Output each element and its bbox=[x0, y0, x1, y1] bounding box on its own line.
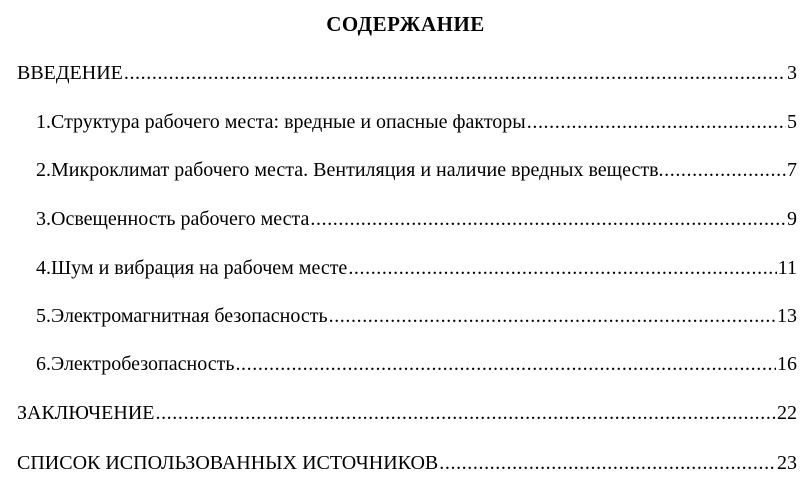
toc-entry-text: ЗАКЛЮЧЕНИЕ bbox=[17, 402, 155, 424]
toc-dot-leader bbox=[659, 157, 787, 183]
toc-page-number: 16 bbox=[777, 353, 797, 375]
toc-entry-conclusion[interactable] bbox=[17, 400, 797, 426]
toc-page-number: 9 bbox=[787, 208, 797, 230]
toc-page-number: 13 bbox=[777, 305, 797, 327]
toc-entry-text: ВВЕДЕНИЕ bbox=[17, 62, 123, 84]
toc-dot-leader bbox=[329, 303, 776, 329]
toc-entry-section-1[interactable] bbox=[36, 109, 797, 135]
toc-entry-text: СПИСОК ИСПОЛЬЗОВАННЫХ ИСТОЧНИКОВ bbox=[17, 452, 439, 474]
toc-dot-leader bbox=[527, 109, 786, 135]
toc-entry-section-6[interactable] bbox=[36, 351, 797, 377]
toc-page-number: 7 bbox=[787, 159, 797, 181]
toc-dot-leader bbox=[439, 450, 776, 476]
toc-entry-text: Микроклимат рабочего места. Вентиляция и наличие вредных веществ bbox=[51, 159, 659, 181]
toc-entry-section-3[interactable] bbox=[36, 206, 797, 232]
toc-entry-text: Электромагнитная безопасность bbox=[51, 305, 328, 327]
toc-entry-introduction[interactable] bbox=[17, 60, 797, 86]
toc-entry-section-5[interactable] bbox=[36, 303, 797, 329]
toc-entry-text: Структура рабочего места: вредные и опасные факторы bbox=[51, 111, 526, 133]
toc-entry-text: Освещенность рабочего места bbox=[51, 208, 310, 230]
toc-dot-leader bbox=[124, 60, 786, 86]
toc-entry-section-4[interactable] bbox=[36, 255, 797, 281]
toc-dot-leader bbox=[235, 351, 776, 377]
toc-page-number: 5 bbox=[787, 111, 797, 133]
toc-entry-number: 1. bbox=[36, 111, 51, 133]
toc-entry-number: 3. bbox=[36, 208, 51, 230]
toc-dot-leader bbox=[310, 206, 786, 232]
toc-entry-text: Электробезопасность bbox=[51, 353, 235, 375]
toc-title: СОДЕРЖАНИЕ bbox=[326, 12, 485, 36]
toc-entry-references[interactable] bbox=[17, 450, 797, 476]
toc-page-number: 23 bbox=[777, 452, 797, 474]
toc-entry-number: 6. bbox=[36, 353, 51, 375]
toc-entry-text: Шум и вибрация на рабочем месте bbox=[51, 257, 348, 279]
toc-dot-leader bbox=[155, 400, 776, 426]
toc-dot-leader bbox=[348, 255, 776, 281]
toc-entry-number: 2. bbox=[36, 159, 51, 181]
toc-page-number: 11 bbox=[777, 257, 797, 279]
toc-page-number: 22 bbox=[777, 402, 797, 424]
toc-entry-number: 4. bbox=[36, 257, 51, 279]
toc-entry-number: 5. bbox=[36, 305, 51, 327]
toc-entry-section-2[interactable] bbox=[36, 157, 797, 183]
toc-page-number: 3 bbox=[787, 62, 797, 84]
